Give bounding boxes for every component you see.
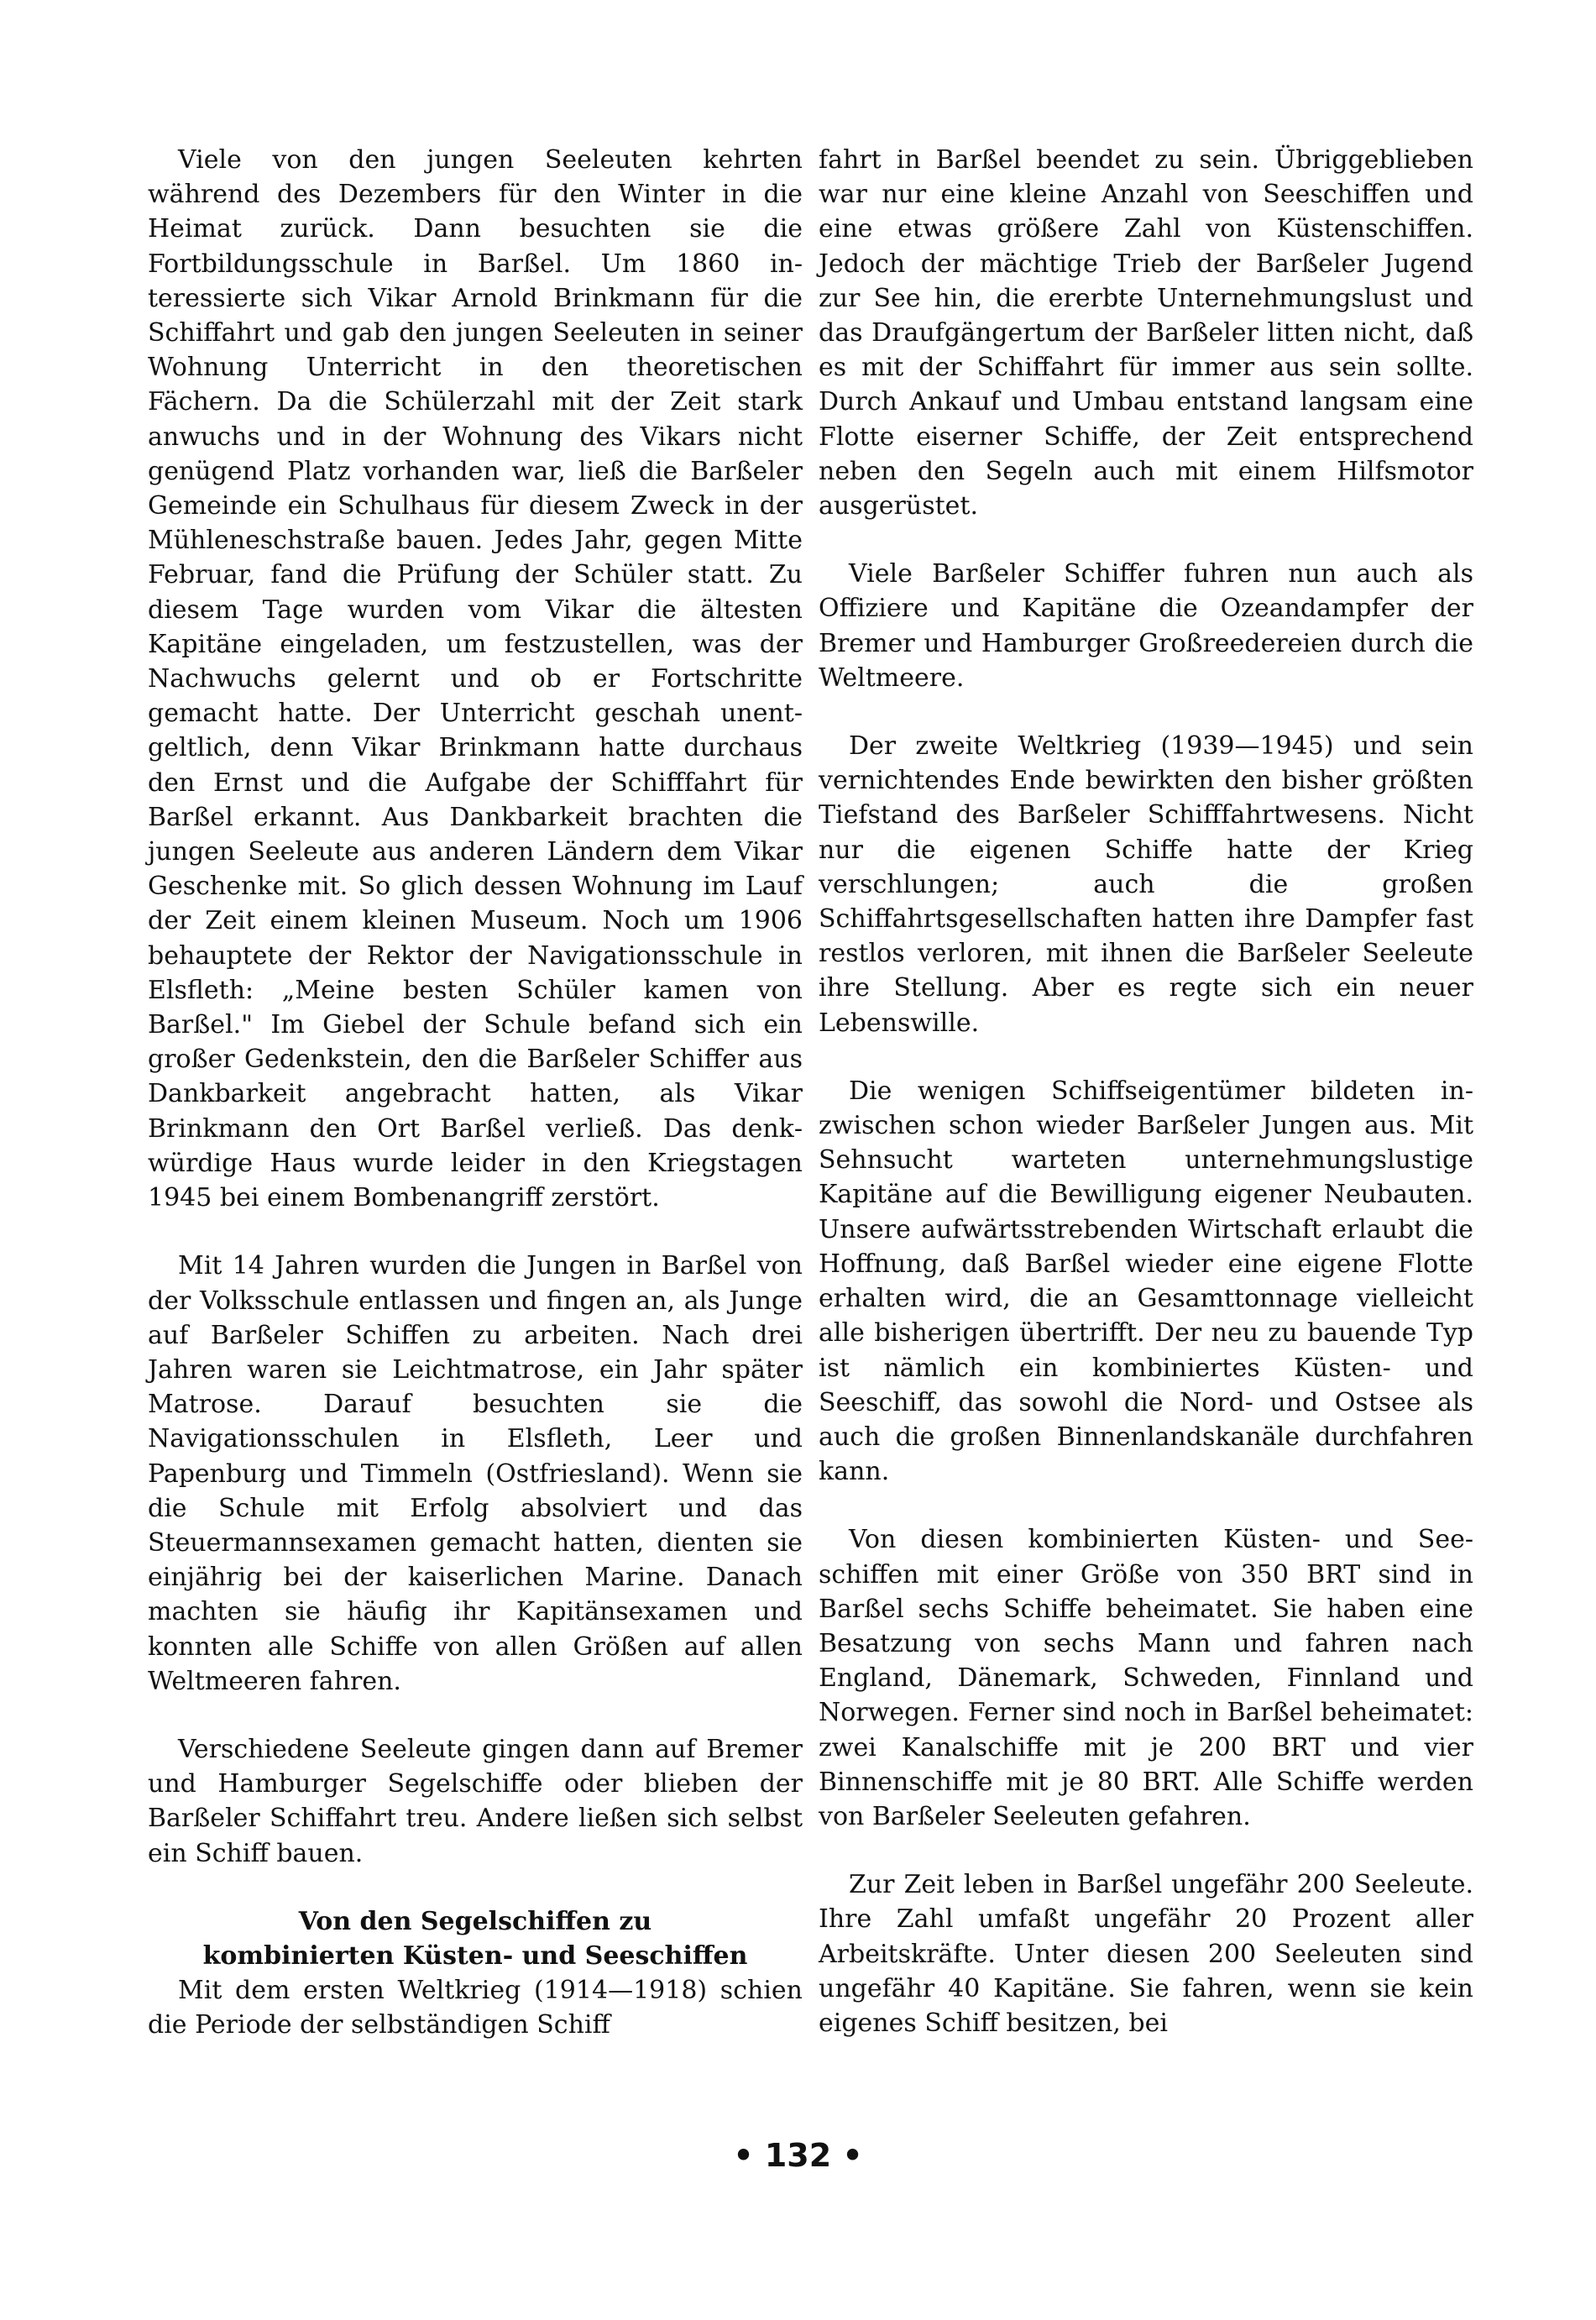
paragraph-training-school: Viele von den jungen Seeleuten kehrten während des Dezembers für den Winter in die Heimat zurück. Dann besuchten sie die Fortbildungsschule in Barßel. Um 1860 interessierte sich Vikar Arnold Brinkmann für die Schiffahrt und gab den jungen Seeleuten in seiner Wohnung Unterricht in den theoretischen Fächern. Da die Schülerzahl mit der Zeit stark anwuchs und in der Wohnung des Vikars nicht genügend Platz vorhanden war, ließ die Barßeler Gemeinde ein Schulhaus für diesem Zweck in der Mühleneschstraße bauen. Jedes Jahr, gegen Mitte Februar, fand die Prüfung der Schüler statt. Zu diesem Tage wurden vom Vikar die ältesten Kapitäne eingeladen, um festzustellen, was der Nachwuchs gelernt und ob er Fortschritte gemacht hatte. Der Unterricht geschah unentgeltlich, denn Vikar Brinkmann hatte durchaus den Ernst und die Aufgabe der Schifffahrt für Barßel erkannt. Aus Dankbarkeit brachten die jungen Seeleute aus anderen Ländern dem Vikar Geschenke mit. So glich dessen Wohnung im Lauf der Zeit einem kleinen Museum. Noch um 1906 behauptete der Rektor der Navigationsschule in Elsfleth: „Meine besten Schüler kamen von Barßel." Im Giebel der Schule befand sich ein großer Gedenkstein, den die Barßeler Schiffer aus Dankbarkeit angebracht hatten, als Vikar Brinkmann den Ort Barßel verließ. Das denkwürdige Haus wurde leider in den Kriegstagen 1945 bei einem Bombenangriff zerstört. xyxy=(148,145,803,1213)
paragraph-new-builds: Die wenigen Schiffseigentümer bildeten inzwischen schon wieder Barßeler Jungen aus. Mit Sehnsucht warteten unternehmungslustige Kapitäne auf die Bewilligung eigener Neubauten. Unsere aufwärtsstrebenden Wirtschaft erlaubt die Hoffnung, daß Barßel wieder eine eigene Flotte erhalten wird, die an Gesamttonnage vielleicht alle bisherigen übertrifft. Der neu zu bauende Typ ist nämlich ein kombiniertes Küsten- und Seeschiff, das sowohl die Nord- und Ostsee als auch die großen Binnenlandskanäle durchfahren kann. xyxy=(819,1076,1473,1487)
section-heading-line-1: Von den Segelschiffen zu xyxy=(298,1906,652,1936)
paragraph-seafarers-today: Zur Zeit leben in Barßel ungefähr 200 Seeleute. Ihre Zahl umfaßt ungefähr 20 Prozent aller Arbeitskräfte. Unter diesen 200 Seeleuten sind ungefähr 40 Kapitäne. Sie fahren, wenn sie kein eigenes Schiff besitzen, bei xyxy=(819,1870,1473,2038)
left-column xyxy=(148,143,803,2043)
section-heading-line-2: kombinierten Küsten- und Seeschiffen xyxy=(202,1940,748,1971)
paragraph-combined-ships: Von diesen kombinierten Küsten- und Seeschiffen mit einer Größe von 350 BRT sind in Barßel sechs Schiffe beheimatet. Sie haben eine Besatzung von sechs Mann und fahren nach England, Dänemark, Schweden, Finnland und Norwegen. Ferner sind noch in Barßel beheimatet: zwei Kanalschiffe mit je 200 BRT und vier Binnenschiffe mit je 80 BRT. Alle Schiffe werden von Barßeler Seeleuten gefahren. xyxy=(819,1525,1473,1831)
paragraph-continued-shipping: fahrt in Barßel beendet zu sein. Übriggeblieben war nur eine kleine Anzahl von Seeschiffen und eine etwas größere Zahl von Küstenschiffen. Jedoch der mächtige Trieb der Barßeler Jugend zur See hin, die ererbte Unternehmungslust und das Draufgängertum der Barßeler litten nicht, daß es mit der Schiffahrt für immer aus sein sollte. Durch Ankauf und Umbau entstand langsam eine Flotte eiserner Schiffe, der Zeit entsprechend neben den Segeln auch mit einem Hilfsmotor ausgerüstet. xyxy=(819,145,1473,521)
paragraph-career-path: Mit 14 Jahren wurden die Jungen in Barßel von der Volksschule entlassen und fingen an, als Junge auf Barßeler Schiffen zu arbeiten. Nach drei Jahren waren sie Leichtmatrose, ein Jahr später Matrose. Darauf besuchten sie die Navigationsschulen in Elsfleth, Leer und Papenburg und Timmeln (Ostfriesland). Wenn sie die Schule mit Erfolg absolviert und das Steuermannsexamen gemacht hatten, dienten sie einjährig bei der kaiserlichen Marine. Danach machten sie häufig ihr Kapitänsexamen und konnten alle Schiffe von allen Größen auf allen Weltmeeren fahren. xyxy=(148,1251,803,1696)
section-heading xyxy=(148,1904,803,1973)
paragraph-officers-captains: Viele Barßeler Schiffer fuhren nun auch als Offiziere und Kapitäne die Ozeandampfer der Bremer und Hamburger Großreedereien durch die Weltmeere. xyxy=(819,559,1473,693)
paragraph-sailing-ships: Verschiedene Seeleute gingen dann auf Bremer und Hamburger Segelschiffe oder blieben der Barßeler Schiffahrt treu. Andere ließen sich selbst ein Schiff bauen. xyxy=(148,1734,803,1868)
paragraph-first-world-war: Mit dem ersten Weltkrieg (1914—1918) schien die Periode der selbständigen Schiff xyxy=(148,1976,803,2040)
paragraph-second-world-war: Der zweite Weltkrieg (1939—1945) und sein vernichtendes Ende bewirkten den bisher größten Tiefstand des Barßeler Schifffahrtwesens. Nicht nur die eigenen Schiffe hatte der Krieg verschlungen; auch die großen Schiffahrtsgesellschaften hatten ihre Dampfer fast restlos verloren, mit ihnen die Barßeler Seeleute ihre Stellung. Aber es regte sich ein neuer Lebenswille. xyxy=(819,731,1473,1038)
right-column xyxy=(819,143,1473,2040)
page-number: • 132 • xyxy=(733,2137,863,2174)
